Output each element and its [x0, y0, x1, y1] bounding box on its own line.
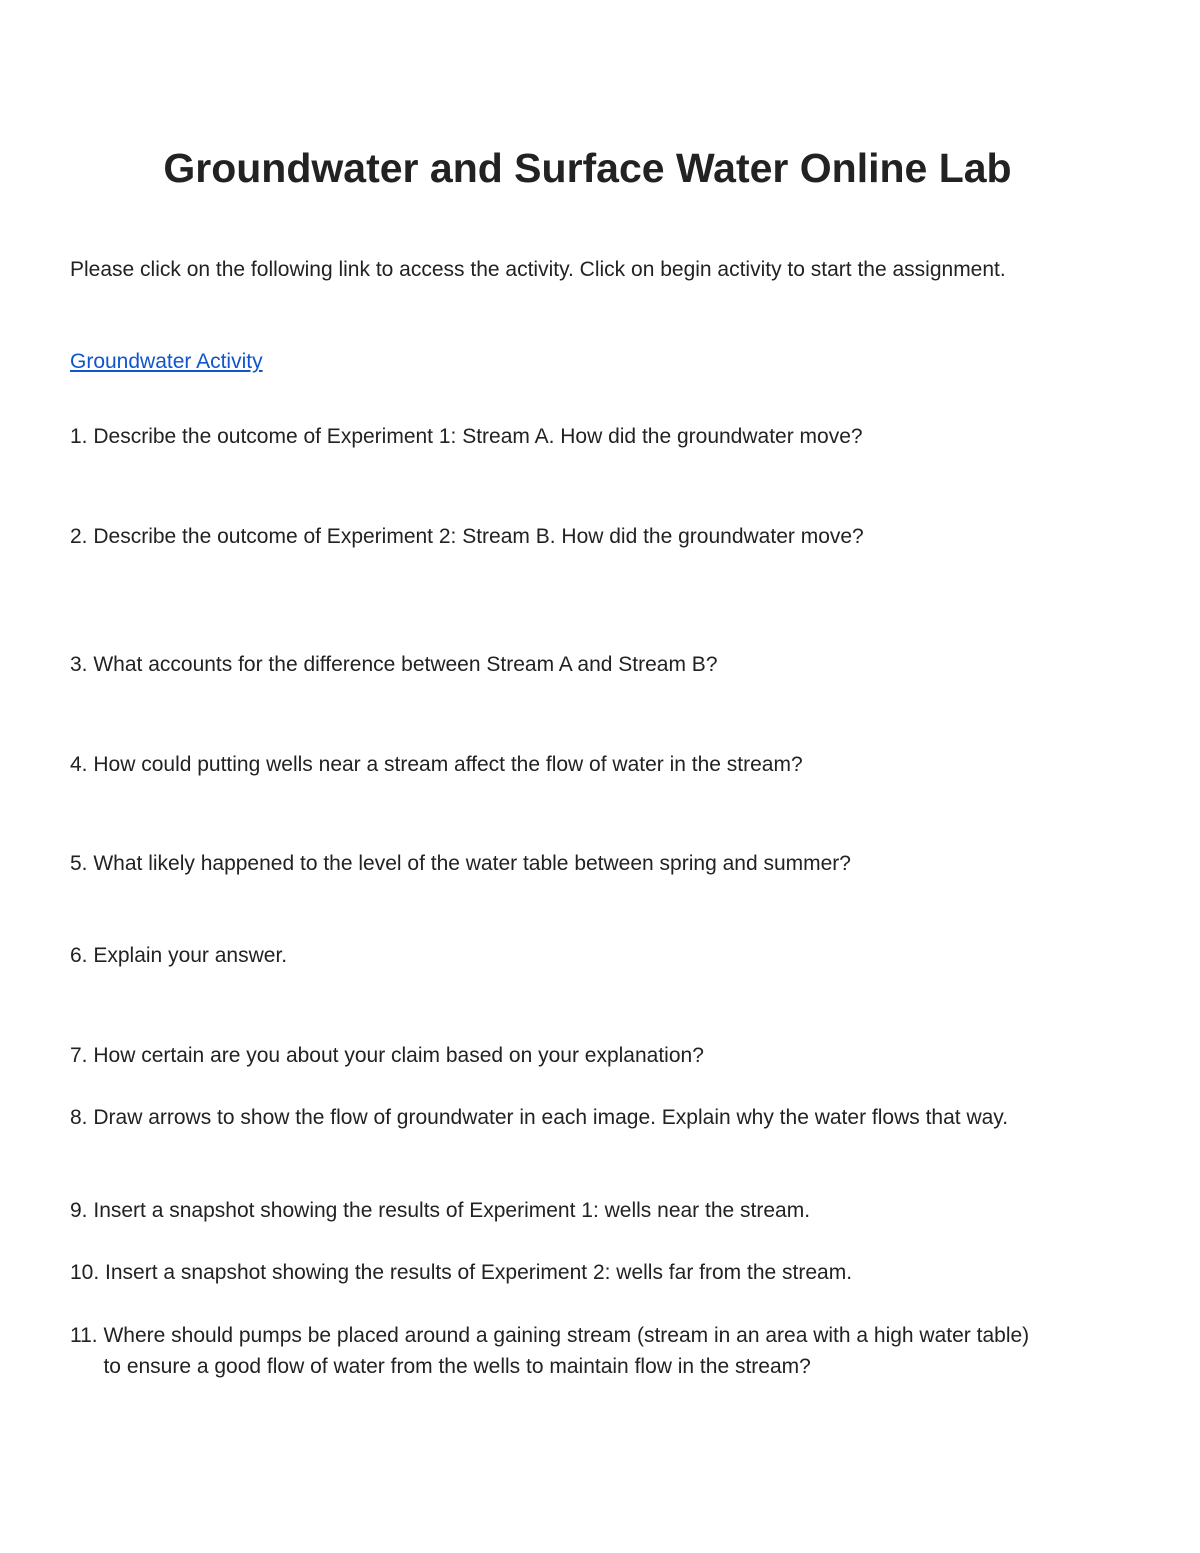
question-number: 5. [70, 852, 94, 875]
question-text: How could putting wells near a stream affect the flow of water in the stream? [93, 753, 803, 776]
question-1 [70, 421, 1050, 452]
question-5 [70, 848, 1050, 879]
intro-paragraph: Please click on the following link to access the activity. Click on begin activity to start the assignment. [70, 258, 1006, 281]
question-text: Draw arrows to show the flow of groundwater in each image. Explain why the water flows that way. [93, 1106, 1009, 1129]
question-3 [70, 649, 1050, 680]
question-2 [70, 521, 1050, 552]
question-text: What accounts for the difference between Stream A and Stream B? [93, 653, 718, 676]
question-number: 1. [70, 425, 94, 448]
groundwater-activity-link[interactable]: Groundwater Activity [70, 350, 263, 373]
question-11 [70, 1320, 1050, 1382]
question-text: What likely happened to the level of the water table between spring and summer? [93, 852, 851, 875]
question-number: 4. [70, 753, 94, 776]
question-text: Insert a snapshot showing the results of Experiment 1: wells near the stream. [93, 1199, 811, 1222]
question-6 [70, 940, 1050, 971]
question-number: 8. [70, 1106, 94, 1129]
question-9 [70, 1195, 1050, 1226]
page-title: Groundwater and Surface Water Online Lab [163, 145, 1012, 191]
question-number: 6. [70, 944, 94, 967]
question-4 [70, 749, 1050, 780]
question-number: 3. [70, 653, 94, 676]
question-text: Describe the outcome of Experiment 2: Stream B. How did the groundwater move? [93, 525, 864, 548]
question-text: Where should pumps be placed around a gaining stream (stream in an area with a high water table) to ensure a good flow of water from the wells to maintain flow in the stream? [103, 1324, 1030, 1378]
question-number: 10. [70, 1261, 106, 1284]
question-text: Describe the outcome of Experiment 1: Stream A. How did the groundwater move? [93, 425, 863, 448]
question-number: 11. [70, 1324, 104, 1347]
question-text: Explain your answer. [93, 944, 288, 967]
question-number: 9. [70, 1199, 94, 1222]
question-7 [70, 1040, 1050, 1071]
question-10 [70, 1257, 1050, 1288]
question-number: 7. [70, 1044, 94, 1067]
question-number: 2. [70, 525, 94, 548]
question-text: Insert a snapshot showing the results of Experiment 2: wells far from the stream. [105, 1261, 853, 1284]
question-text: How certain are you about your claim based on your explanation? [93, 1044, 704, 1067]
question-8 [70, 1102, 1050, 1133]
